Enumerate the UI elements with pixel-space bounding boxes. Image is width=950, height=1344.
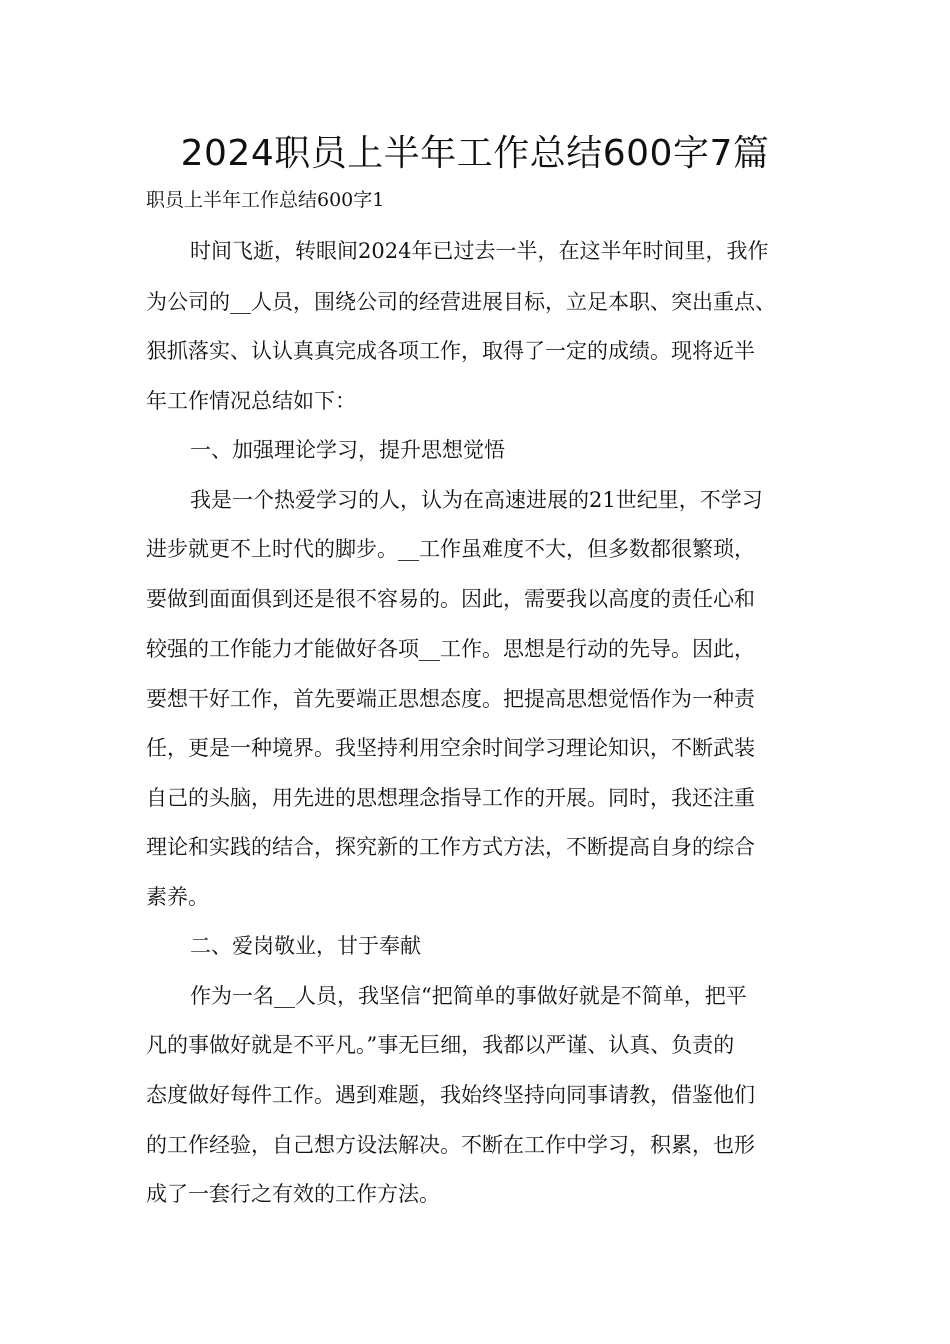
paragraph-line: 我是一个热爱学习的人，认为在高速进展的21世纪里，不学习 — [190, 488, 763, 512]
paragraph-line: 为公司的__人员，围绕公司的经营进展目标，立足本职、突出重点、 — [146, 290, 776, 314]
paragraph-line: 作为一名__人员，我坚信“把简单的事做好就是不简单，把平 — [190, 984, 747, 1008]
paragraph-line: 成了一套行之有效的工作方法。 — [146, 1182, 440, 1206]
paragraph-line: 理论和实践的结合，探究新的工作方式方法，不断提高自身的综合 — [146, 835, 755, 859]
paragraph-line: 时间飞逝，转眼间2024年已过去一半，在这半年时间里，我作 — [190, 239, 769, 263]
paragraph-line: 年工作情况总结如下： — [146, 389, 356, 413]
paragraph-line: 较强的工作能力才能做好各项__工作。思想是行动的先导。因此， — [146, 637, 755, 661]
section-heading: 一、加强理论学习，提升思想觉悟 — [190, 438, 505, 462]
paragraph-line: 素养。 — [146, 885, 209, 909]
paragraph-line: 狠抓落实、认认真真完成各项工作，取得了一定的成绩。现将近半 — [146, 339, 755, 363]
paragraph-line: 态度做好每件工作。遇到难题，我始终坚持向同事请教，借鉴他们 — [146, 1083, 755, 1107]
document-title: 2024职员上半年工作总结600字7篇 — [180, 133, 770, 174]
paragraph-line: 要做到面面俱到还是很不容易的。因此，需要我以高度的责任心和 — [146, 587, 755, 611]
paragraph-line: 要想干好工作，首先要端正思想态度。把提高思想觉悟作为一种责 — [146, 687, 755, 711]
paragraph-line: 的工作经验，自己想方设法解决。不断在工作中学习，积累，也形 — [146, 1133, 755, 1157]
paragraph-line: 凡的事做好就是不平凡。”事无巨细，我都以严谨、认真、负责的 — [146, 1033, 735, 1057]
section-heading: 二、爱岗敬业，甘于奉献 — [190, 934, 421, 958]
section-heading: 职员上半年工作总结600字1 — [146, 189, 385, 211]
paragraph-line: 进步就更不上时代的脚步。__工作虽难度不大，但多数都很繁琐， — [146, 537, 755, 561]
paragraph-line: 自己的头脑，用先进的思想理念指导工作的开展。同时，我还注重 — [146, 786, 755, 810]
paragraph-line: 任，更是一种境界。我坚持利用空余时间学习理论知识，不断武装 — [146, 736, 755, 760]
